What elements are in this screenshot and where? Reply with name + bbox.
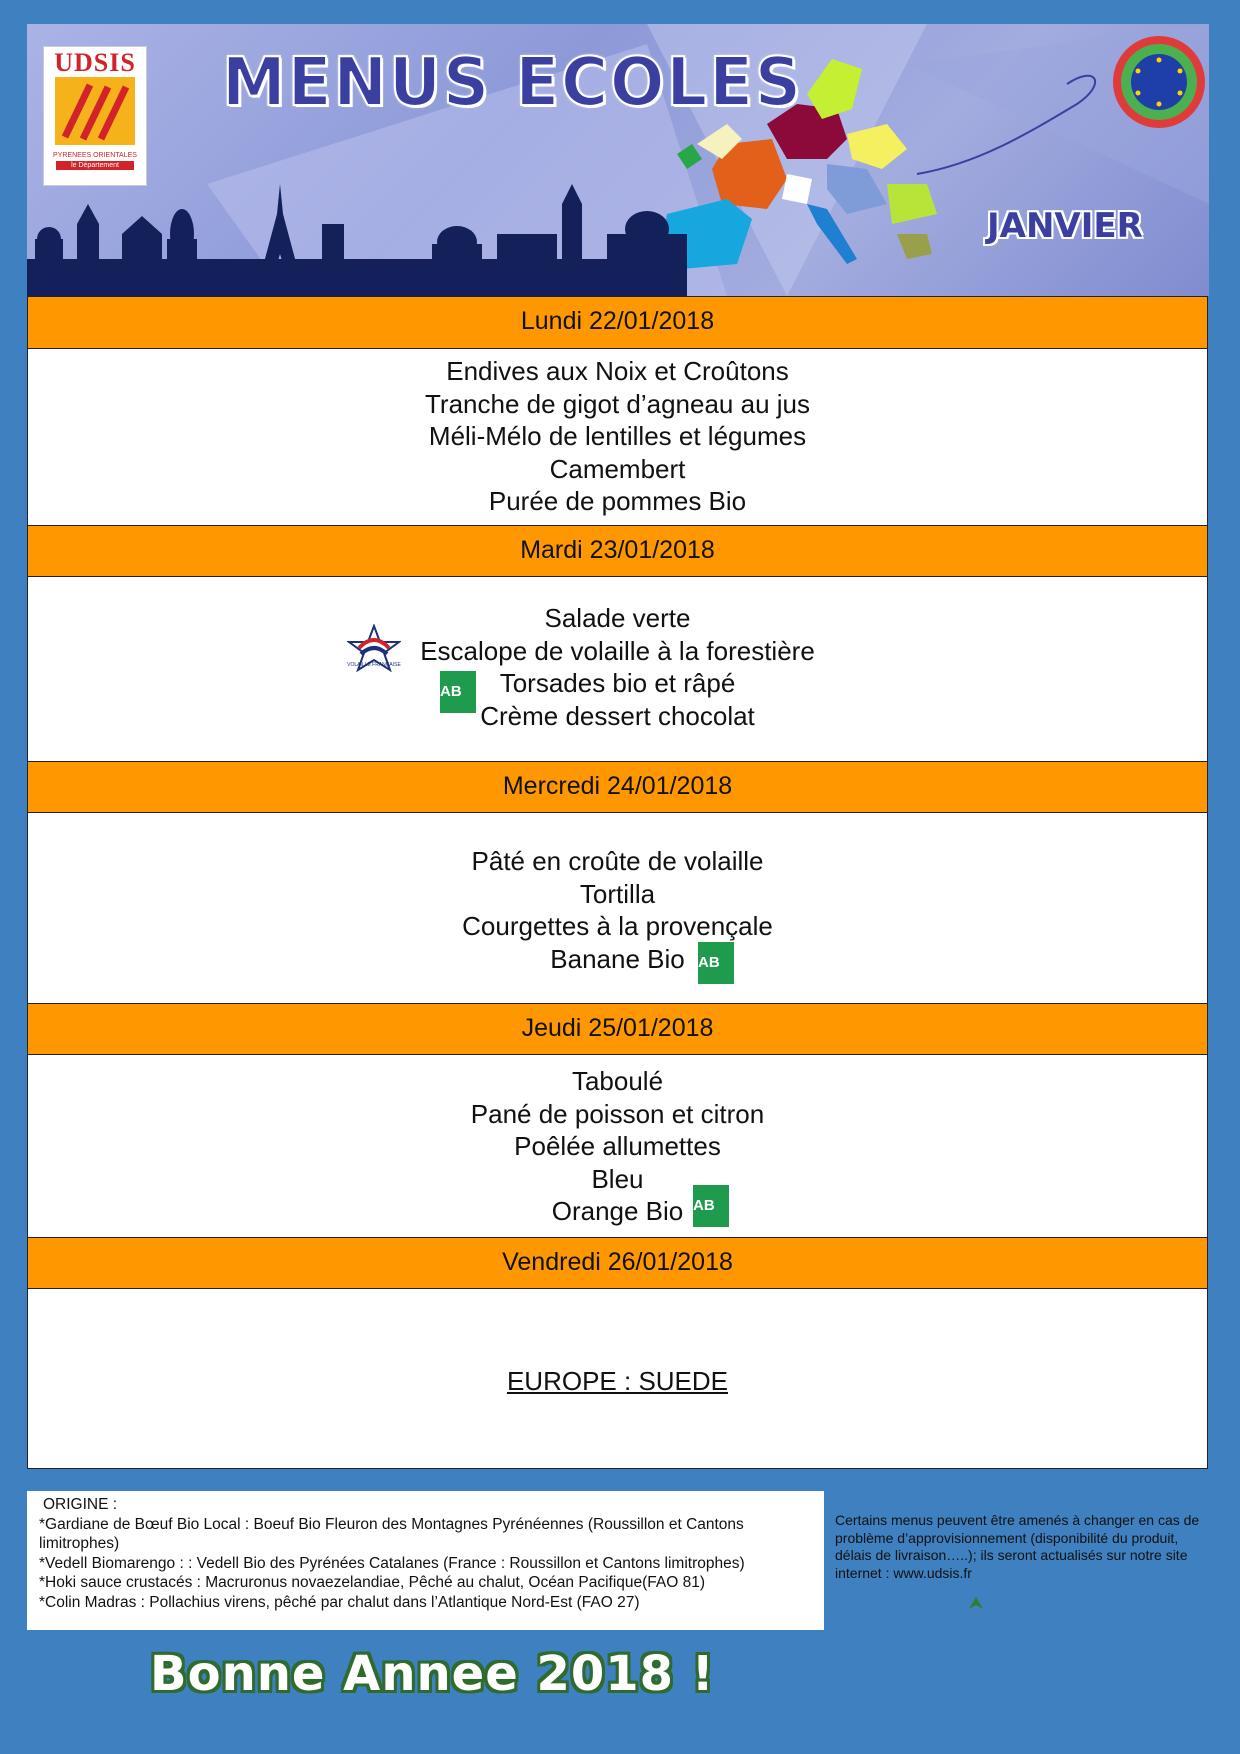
friday-theme: EUROPE : SUEDE: [506, 1366, 729, 1396]
origin-line: *Gardiane de Bœuf Bio Local : Boeuf Bio Fleuron des Montagnes Pyrénéennes (Roussillon et Cantons limitrophes): [39, 1515, 744, 1552]
month-label: JANVIER: [987, 206, 1143, 246]
dish: Purée de pommes Bio: [488, 486, 747, 516]
origin-line: *Colin Madras : Pollachius virens, pêché par chalut dans l’Atlantique Nord-Est (FAO 27): [39, 1593, 640, 1611]
day-menu-wednesday: [28, 845, 1207, 975]
logo-emblem: [55, 77, 135, 145]
origin-box: [27, 1491, 824, 1630]
day-header-wednesday: Mercredi 24/01/2018: [28, 761, 1207, 813]
dish: Tranche de gigot d’agneau au jus: [425, 388, 810, 419]
day-menu-monday: [28, 355, 1207, 518]
dish: Crème dessert chocolat: [480, 700, 755, 731]
dish: Escalope de volaille à la forestière: [420, 635, 815, 666]
dish: Banane Bio: [550, 943, 685, 974]
logo-title: UDSIS: [54, 48, 136, 77]
day-header-friday: Vendredi 26/01/2018: [28, 1237, 1207, 1289]
dish: Torsades bio et râpé: [499, 668, 736, 698]
dish: Poêlée allumettes: [514, 1131, 721, 1161]
bio-label-icon: AB: [698, 942, 734, 984]
dish: Pané de poisson et citron: [470, 1098, 765, 1129]
dish: Méli-Mélo de lentilles et légumes: [428, 421, 807, 451]
dish: Courgettes à la provençale: [462, 911, 773, 941]
dish: Pâté en croûte de volaille: [471, 846, 764, 876]
day-menu-friday: [28, 1365, 1207, 1398]
origin-line: *Vedell Biomarengo : : Vedell Bio des Pyrénées Catalanes (France : Roussillon et Cantons limitrophes): [39, 1554, 745, 1572]
page-title: MENUS ECOLES: [222, 44, 803, 122]
dish: Camembert: [549, 453, 686, 484]
udsis-logo: [43, 46, 147, 186]
logo-subtitle: PYRENEES ORIENTALES: [53, 152, 137, 159]
weekly-menu: [27, 296, 1208, 1469]
day-header-thursday: Jeudi 25/01/2018: [28, 1003, 1207, 1055]
origin-title: ORIGINE :: [43, 1496, 118, 1513]
origin-line: *Hoki sauce crustacés : Macruronus novaezelandiae, Pêché au chalut, Océan Pacifique(FAO 81): [39, 1574, 706, 1591]
dish: Tortilla: [579, 878, 656, 909]
dish: Taboulé: [571, 1066, 664, 1096]
logo-subtitle-2: le Département: [56, 161, 134, 170]
day-header-tuesday: Mardi 23/01/2018: [28, 525, 1207, 577]
banner: [27, 24, 1209, 296]
arrow-up-icon: [968, 1596, 984, 1610]
dish: Salade verte: [544, 603, 691, 633]
volaille-badge-text: VOLAILLE FRANÇAISE: [347, 662, 401, 668]
day-menu-thursday: [28, 1065, 1207, 1228]
volaille-francaise-icon: [347, 624, 401, 672]
day-menu-tuesday: [28, 602, 1207, 732]
bio-label-icon: AB: [693, 1185, 729, 1227]
menu-change-notice: Certains menus peuvent être amenés à changer en cas de problème d’approvisionnement (disponibilité du produit, délais de livraison…..); ils seront actualisés sur notre site internet : www.udsis.fr: [835, 1512, 1200, 1581]
new-year-greeting: Bonne Annee 2018 !: [150, 1646, 715, 1702]
eu-flag-emblem: [1113, 36, 1205, 128]
day-header-monday: Lundi 22/01/2018: [28, 297, 1207, 349]
dish: Bleu: [591, 1163, 644, 1194]
bio-label-icon: AB: [440, 671, 476, 713]
dish: Orange Bio: [551, 1196, 684, 1226]
dish: Endives aux Noix et Croûtons: [446, 356, 789, 386]
